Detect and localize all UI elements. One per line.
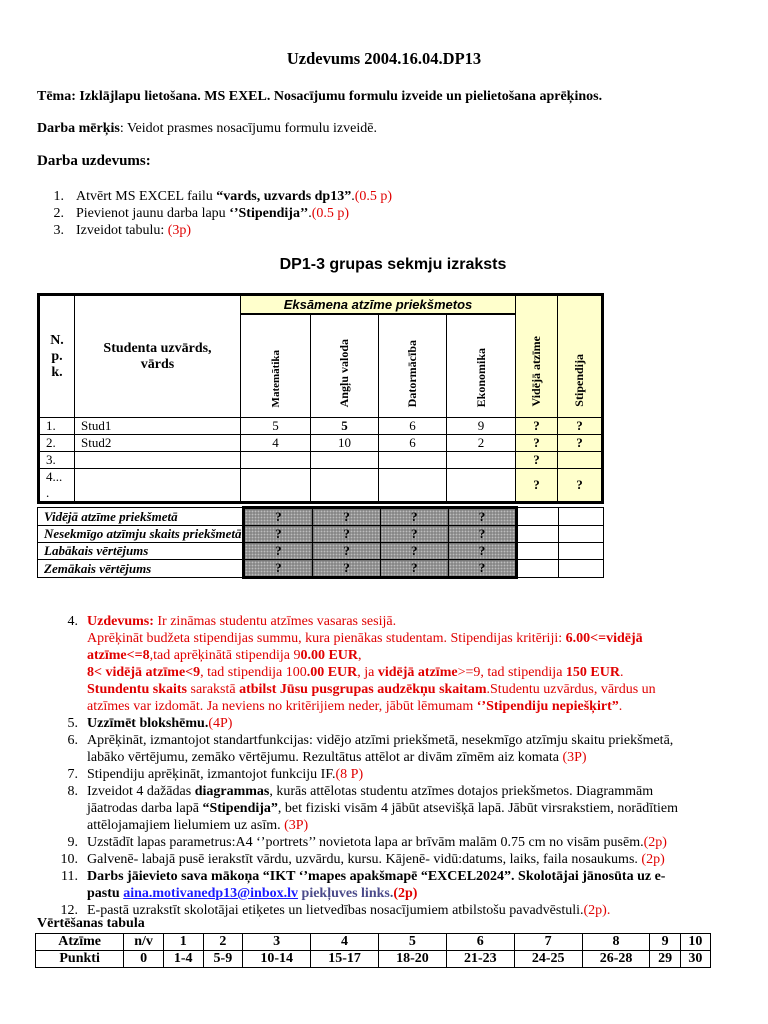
row-number-line: . <box>46 485 50 500</box>
empty-cell <box>559 526 604 543</box>
empty-cell <box>517 543 559 560</box>
goal-label: Darba mērķis <box>37 121 120 136</box>
summary-table <box>37 506 604 579</box>
task-text: , tad stipendija 100 <box>200 665 307 680</box>
row-number-line: 4... <box>46 469 63 484</box>
scoring-cell: 1 <box>163 934 203 951</box>
task-bold: piekļuves links. <box>298 886 394 901</box>
task-bold: atbilst Jūsu pusgrupas audzēkņu skaitam <box>239 682 487 697</box>
task-text: E-pastā uzrakstīt skolotājai etiķetes un lietvedības nosacījumiem atbilstošu pavadvēstuli. <box>87 903 584 918</box>
scoring-cell: 10-14 <box>243 951 311 968</box>
empty-cell <box>559 508 604 526</box>
empty-cell <box>517 560 559 578</box>
subject-header-text: Datormācība <box>405 339 419 407</box>
student-name: Stud1 <box>75 418 241 435</box>
task-12 <box>62 902 752 919</box>
step-points: (0.5 p) <box>354 189 393 204</box>
summary-row <box>38 560 604 578</box>
task-number: 4. <box>67 614 78 629</box>
summary-cell: ? <box>313 508 381 526</box>
scoring-cell: 15-17 <box>311 951 379 968</box>
empty-cell <box>517 508 559 526</box>
subject-header <box>241 314 311 418</box>
task-text: >=9 <box>457 665 481 680</box>
task-bold: diagrammas <box>194 784 270 799</box>
grade-cell: 2 <box>447 435 516 452</box>
subject-header-text: Matemātika <box>269 349 282 407</box>
avg-header <box>516 295 558 418</box>
scoring-cell: 7 <box>514 934 582 951</box>
task-bold: pastu <box>87 886 124 901</box>
task-bold: .00 EUR <box>306 665 358 680</box>
scoring-cell: 8 <box>582 934 650 951</box>
summary-cell: ? <box>243 526 313 543</box>
task-number: 8. <box>67 784 78 799</box>
summary-row <box>38 543 604 560</box>
task-text: sarakstā <box>187 682 240 697</box>
task-text: attēlojamajiem lielumiem uz asīm. <box>87 818 285 833</box>
task-bold: Uzzīmēt blokshēmu. <box>87 716 209 731</box>
task-bold: 150 EUR <box>565 665 620 680</box>
task-number: 10. <box>60 852 78 867</box>
task-4 <box>62 613 752 715</box>
scoring-cell: 3 <box>243 934 311 951</box>
scoring-cell: Atzīme <box>36 934 124 951</box>
summary-cell: ? <box>313 526 381 543</box>
student-header: Studenta uzvārds, vārds <box>75 295 241 418</box>
grade-cell <box>379 469 447 503</box>
step-number: 3. <box>53 223 64 238</box>
scoring-cell: Punkti <box>36 951 124 968</box>
grade-cell: 6 <box>379 418 447 435</box>
summary-cell: ? <box>448 526 517 543</box>
task-text: Uzstādīt lapas parametrus:A4 ‘’portrets’’ novietota lapa ar brīvām malām 0.75 cm no visām pusēm. <box>87 835 644 850</box>
task-points: (3P) <box>284 818 309 833</box>
summary-cell: ? <box>448 560 517 578</box>
task-points: (2p) <box>643 835 667 850</box>
task-bold: vidējā atzīme <box>377 665 458 680</box>
row-number: 2. <box>39 435 75 452</box>
student-name <box>75 469 241 503</box>
task-text: , kurās attēlotas studentu atzīmes dotajos priekšmetos. Diagrammām <box>269 784 654 799</box>
scoring-cell: 30 <box>680 951 710 968</box>
task-bold: 0.00 EUR <box>300 648 359 663</box>
task-points: (2p) <box>641 852 665 867</box>
scoring-cell: 26-28 <box>582 951 650 968</box>
task-text: Galvenē- labajā pusē ierakstīt vārdu, uzvārdu, kursu. Kājenē- vidū:datums, laiks, faila nosaukums. <box>87 852 642 867</box>
table-row <box>39 469 603 503</box>
summary-cell: ? <box>380 543 448 560</box>
grade-cell: 6 <box>379 435 447 452</box>
task-points: (4P) <box>208 716 233 731</box>
summary-cell: ? <box>380 526 448 543</box>
step-text: Pievienot jaunu darba lapu <box>76 206 230 221</box>
steps-list <box>40 188 392 239</box>
exams-header: Eksāmena atzīme priekšmetos <box>241 295 516 314</box>
summary-row <box>38 508 604 526</box>
scoring-cell: 5 <box>378 934 446 951</box>
task-text: . <box>618 699 623 714</box>
task-9 <box>62 834 752 851</box>
task-number: 7. <box>67 767 78 782</box>
scoring-row-grade <box>36 934 711 951</box>
summary-cell: ? <box>380 508 448 526</box>
npk-header-line: N. <box>50 332 64 348</box>
row-number: 3. <box>39 452 75 469</box>
step-after: . <box>308 206 312 221</box>
grade-cell <box>311 469 379 503</box>
grade-cell: 5 <box>241 418 311 435</box>
summary-label: Labākais vērtējums <box>38 543 244 560</box>
summary-cell: ? <box>243 508 313 526</box>
subject-header-text: Angļu valoda <box>337 338 351 407</box>
task-bold: 8< vidējā atzīme<9 <box>87 665 201 680</box>
task-bold: “Stipendija” <box>202 801 278 816</box>
grade-cell <box>447 469 516 503</box>
row-number: 1. <box>39 418 75 435</box>
avg-cell: ? <box>516 452 558 469</box>
scoring-title: Vērtēšanas tabula <box>37 916 145 931</box>
page-title: Uzdevums 2004.16.04.DP13 <box>286 49 482 68</box>
summary-label: Zemākais vērtējums <box>38 560 244 578</box>
scoring-cell: 6 <box>446 934 514 951</box>
subject-header-text: Ekonomika <box>473 347 488 407</box>
summary-cell: ? <box>448 508 517 526</box>
scoring-cell: 10 <box>680 934 710 951</box>
task-points: (2p) <box>393 886 418 901</box>
task-heading: Darba uzdevums: <box>37 153 151 169</box>
task-bold: Stundentu skaits <box>87 682 187 697</box>
summary-cell: ? <box>448 543 517 560</box>
step-bold: ‘’Stipendija’’ <box>229 206 309 221</box>
avg-header-text: Vidējā atzīme <box>529 336 543 407</box>
npk-header-line: k. <box>51 364 63 380</box>
email-link[interactable]: aina.motivanedp13@inbox.lv <box>123 886 299 901</box>
task-text: , <box>358 648 362 663</box>
step-points: (3p) <box>167 223 192 238</box>
task-8 <box>62 783 752 834</box>
task-list <box>62 613 752 919</box>
scoring-cell: 1-4 <box>163 951 203 968</box>
task-text: , ja <box>357 665 378 680</box>
empty-cell <box>559 543 604 560</box>
scoring-cell: 18-20 <box>378 951 446 968</box>
summary-row <box>38 526 604 543</box>
task-text: .Studentu uzvārdus, vārdus un <box>486 682 656 697</box>
empty-cell <box>559 560 604 578</box>
scoring-cell: 4 <box>311 934 379 951</box>
scoring-cell: 0 <box>124 951 164 968</box>
scoring-cell: 21-23 <box>446 951 514 968</box>
step-item <box>40 188 392 205</box>
task-bold: Darbs jāievieto sava mākoņa “IKT ‘’mapes apakšmapē “EXCEL2024”. Skolotājai jānosūta uz e- <box>87 869 666 884</box>
table-row <box>39 435 603 452</box>
avg-cell: ? <box>516 469 558 503</box>
grade-cell <box>241 469 311 503</box>
step-number: 2. <box>53 206 64 221</box>
avg-cell: ? <box>516 418 558 435</box>
stipend-cell: ? <box>558 418 603 435</box>
stipend-header-text: Stipendija <box>572 354 586 407</box>
step-text: Izveidot tabulu: <box>76 223 168 238</box>
empty-cell <box>517 526 559 543</box>
task-text: jāatrodas darba lapā <box>87 801 203 816</box>
grade-cell <box>379 452 447 469</box>
grade-cell: 4 <box>241 435 311 452</box>
summary-cell: ? <box>313 543 381 560</box>
student-name <box>75 452 241 469</box>
task-text: Ir zināmas studentu atzīmes vasaras sesijā. <box>153 614 397 629</box>
subject-header <box>447 314 516 418</box>
scoring-cell: 5-9 <box>203 951 243 968</box>
task-bold: atzīme<=8 <box>87 648 150 663</box>
stipend-cell: ? <box>558 469 603 503</box>
task-6 <box>62 732 752 766</box>
task-5 <box>62 715 752 732</box>
table-row <box>39 452 603 469</box>
grade-cell <box>311 452 379 469</box>
subject-header <box>379 314 447 418</box>
task-text: , tad stipendija <box>480 665 566 680</box>
grades-table <box>37 293 604 504</box>
task-7 <box>62 766 752 783</box>
scoring-cell: 24-25 <box>514 951 582 968</box>
task-10 <box>62 851 752 868</box>
stipend-cell <box>558 452 603 469</box>
task-text: ,tad aprēķinātā stipendija 9 <box>149 648 301 663</box>
task-text: Aprēķināt budžeta stipendijas summu, kura pienākas studentam. Stipendijas kritēriji: <box>87 631 566 646</box>
stipend-header <box>558 295 603 418</box>
task-points: (8 P) <box>335 767 364 782</box>
table-title: DP1-3 grupas sekmju izraksts <box>279 256 507 273</box>
task-text: . <box>619 665 624 680</box>
summary-cell: ? <box>313 560 381 578</box>
step-item <box>40 222 392 239</box>
row-number <box>39 469 75 503</box>
scoring-cell: 9 <box>650 934 680 951</box>
step-after: . <box>351 189 355 204</box>
summary-label: Vidējā atzīme priekšmetā <box>38 508 244 526</box>
summary-cell: ? <box>243 543 313 560</box>
npk-header <box>39 295 75 418</box>
npk-header-line: p. <box>51 348 63 364</box>
task-text: Stipendiju aprēķināt, izmantojot funkciju IF. <box>87 767 336 782</box>
step-bold: “vards, uzvards dp13” <box>216 189 352 204</box>
task-text: atzīmes var izdomāt. Ja neviens no kritērijiem neder, jābūt lēmumam <box>87 699 477 714</box>
task-points: (3P) <box>562 750 587 765</box>
task-text: labāko vērtējumu, zemāko vērtējumu. Rezultātus attēlot ar divām zīmēm aiz komata <box>87 750 563 765</box>
task-number: 9. <box>67 835 78 850</box>
task-points: (2p). <box>583 903 611 918</box>
task-number: 12. <box>60 903 78 918</box>
stipend-cell: ? <box>558 435 603 452</box>
grade-cell: 5 <box>311 418 379 435</box>
step-points: (0.5 p) <box>311 206 350 221</box>
grade-cell <box>241 452 311 469</box>
scoring-table <box>35 933 711 968</box>
avg-cell: ? <box>516 435 558 452</box>
step-number: 1. <box>53 189 64 204</box>
grade-cell: 10 <box>311 435 379 452</box>
step-text: Atvērt MS EXCEL failu <box>76 189 217 204</box>
task-text: Aprēķināt, izmantojot standartfunkcijas: vidējo atzīmi priekšmetā, nesekmīgo atzīmju skaitu priekšmetā, <box>87 733 674 748</box>
task-number: 11. <box>61 869 78 884</box>
scoring-cell: 2 <box>203 934 243 951</box>
goal-line <box>37 121 377 137</box>
task-number: 5. <box>67 716 78 731</box>
task-bold: ‘’Stipendiju nepiešķirt” <box>476 699 619 714</box>
student-name: Stud2 <box>75 435 241 452</box>
scoring-row-points <box>36 951 711 968</box>
goal-text: : Veidot prasmes nosacījumu formulu izveidē. <box>119 121 377 136</box>
scoring-cell: n/v <box>124 934 164 951</box>
grade-cell: 9 <box>447 418 516 435</box>
task-number: 6. <box>67 733 78 748</box>
topic-line: Tēma: Izklājlapu lietošana. MS EXEL. Nosacījumu formulu izveide un pielietošana aprēķinos. <box>37 89 603 104</box>
task-text: Izveidot 4 dažādas <box>87 784 195 799</box>
task-label: Uzdevums: <box>87 614 154 629</box>
subject-header <box>311 314 379 418</box>
table-row <box>39 418 603 435</box>
task-text: , bet fiziski visām 4 jābūt atsevišķā lapā. Jābūt virsrakstiem, norādītiem <box>277 801 678 816</box>
task-11 <box>62 868 752 902</box>
scoring-cell: 29 <box>650 951 680 968</box>
task-bold: 6.00<=vidējā <box>565 631 643 646</box>
summary-cell: ? <box>380 560 448 578</box>
step-item <box>40 205 392 222</box>
grade-cell <box>447 452 516 469</box>
summary-cell: ? <box>243 560 313 578</box>
summary-label: Nesekmīgo atzīmju skaits priekšmetā <box>38 526 244 543</box>
